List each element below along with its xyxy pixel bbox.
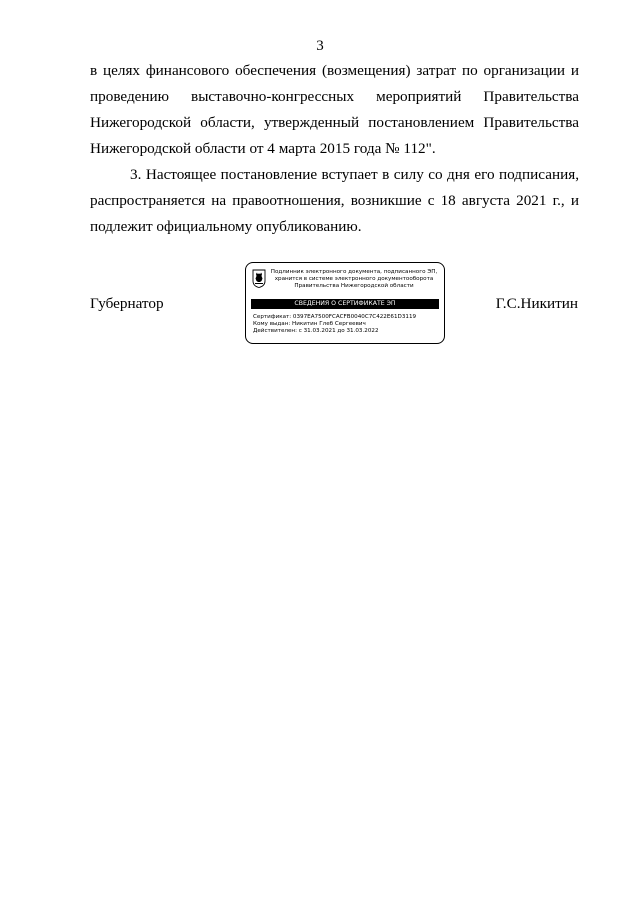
stamp-certificate: Сертификат: 0397EA7500FCACFB0040C7C422E61D3119	[253, 314, 417, 320]
stamp-header-line: Подлинник электронного документа, подписанного ЭП,	[270, 269, 438, 275]
signatory-title: Губернатор	[90, 295, 164, 312]
stamp-header-line: Правительства Нижегородской области	[294, 282, 414, 289]
paragraph-line: 3. Настоящее постановление вступает в силу со дня его подписания,	[130, 166, 579, 183]
stamp-validity: Действителен: с 31.03.2021 до 31.03.2022	[253, 327, 379, 334]
stamp-details	[253, 314, 441, 334]
electronic-signature-stamp	[245, 262, 445, 344]
stamp-issued-to: Кому выдан: Никитин Глеб Сергеевич	[253, 320, 366, 327]
coat-of-arms-icon	[252, 269, 266, 288]
body-paragraph-1	[90, 58, 579, 162]
stamp-header-line: хранится в системе электронного документооборота	[274, 275, 434, 282]
paragraph-line: Нижегородской области от 4 марта 2015 года № 112".	[90, 140, 436, 157]
stamp-header	[268, 269, 440, 289]
signatory-name: Г.С.Никитин	[495, 295, 578, 312]
paragraph-line: Нижегородской области, утвержденный постановлением Правительства	[90, 114, 579, 131]
stamp-certificate-bar: СВЕДЕНИЯ О СЕРТИФИКАТЕ ЭП	[251, 299, 439, 309]
paragraph-line: подлежит официальному опубликованию.	[90, 218, 362, 235]
body-paragraph-2	[90, 162, 579, 240]
paragraph-line: проведению выставочно-конгрессных мероприятий Правительства	[90, 88, 579, 105]
paragraph-line: в целях финансового обеспечения (возмещения) затрат по организации и	[90, 62, 579, 79]
page-number: 3	[316, 38, 324, 54]
paragraph-line: распространяется на правоотношения, возникшие с 18 августа 2021 г., и	[90, 192, 579, 209]
